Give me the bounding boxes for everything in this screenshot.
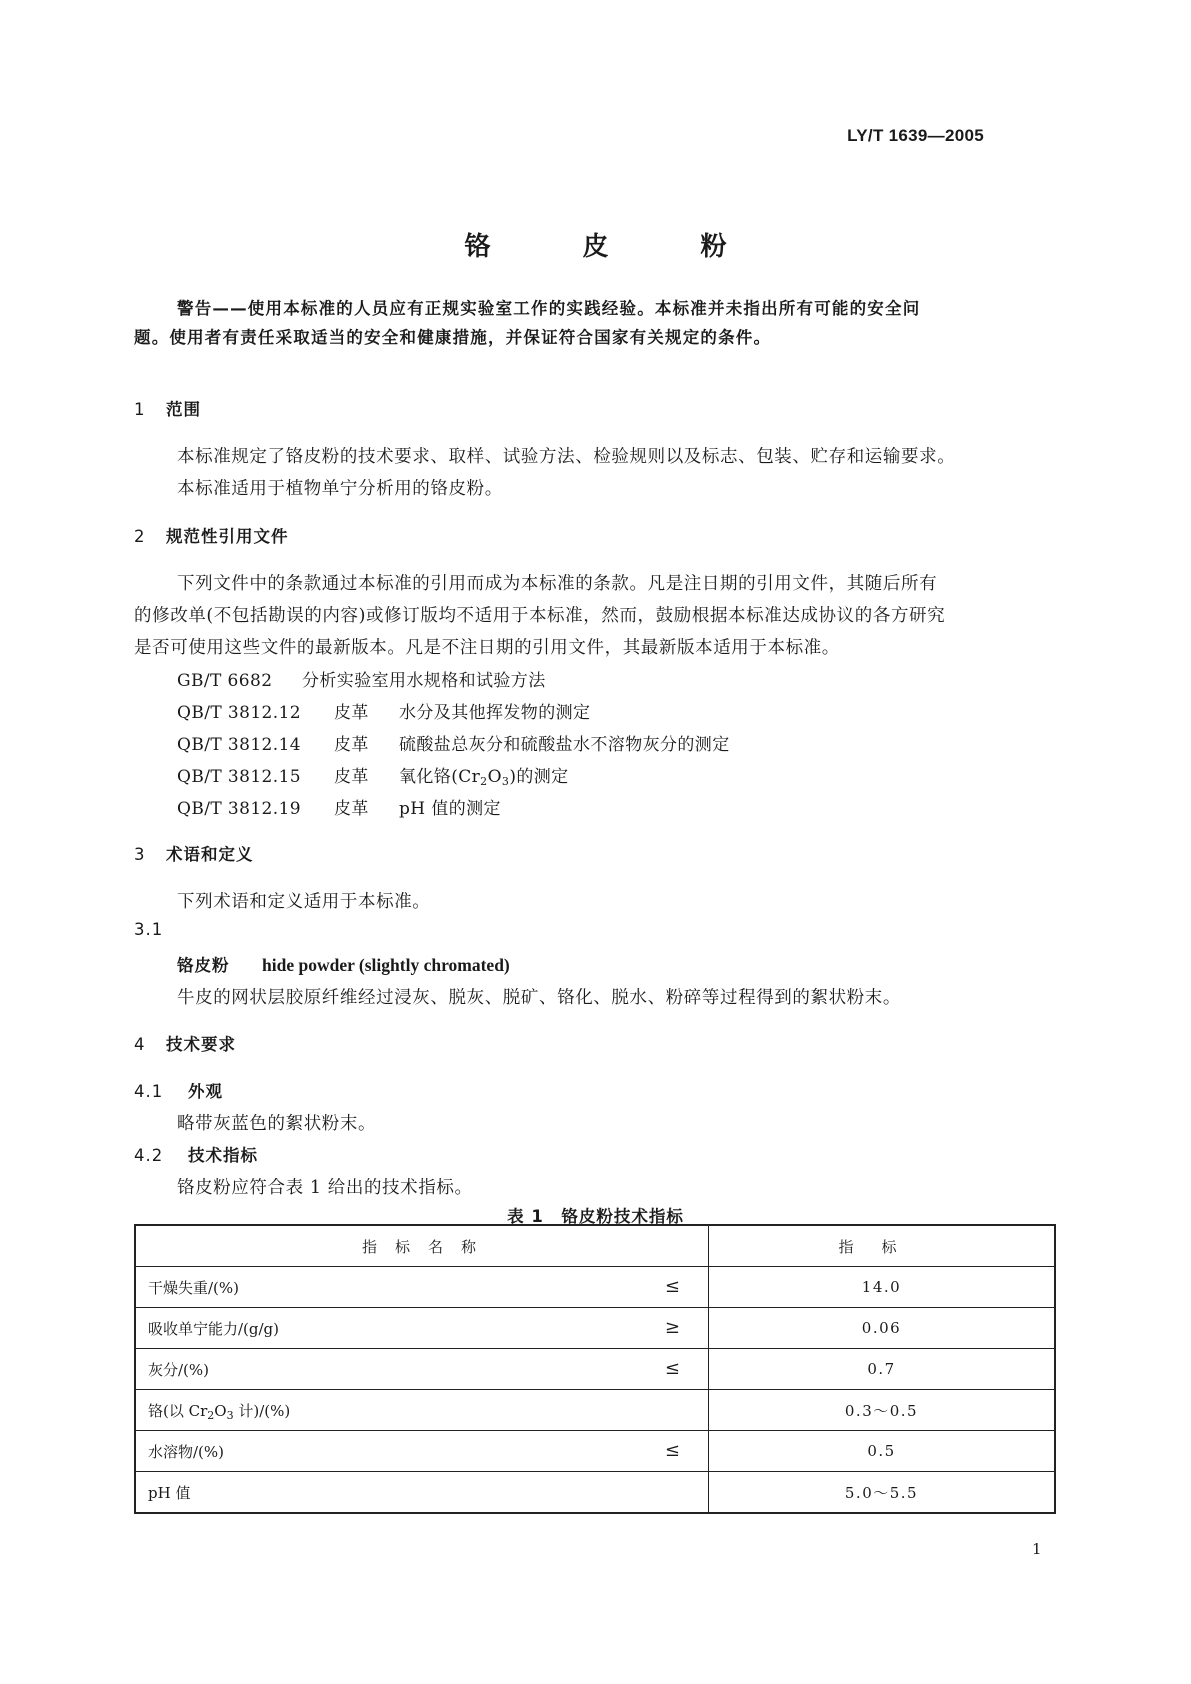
section-title: 技术要求 (166, 1035, 236, 1054)
spec-table (134, 1224, 1056, 1514)
section-4-heading (134, 1031, 236, 1055)
row-value: 5.0～5.5 (709, 1472, 1056, 1514)
reference-category: 皮革 (334, 767, 369, 787)
subsection-title: 外观 (188, 1082, 223, 1101)
section-title: 术语和定义 (166, 845, 254, 864)
section-title: 范围 (166, 400, 201, 419)
section-1-heading (134, 396, 201, 420)
references-intro-line-3: 是否可使用这些文件的最新版本。凡是不注日期的引用文件，其最新版本适用于本标准。 (134, 638, 840, 658)
term-chinese: 铬皮粉 (177, 956, 230, 975)
comparison-symbol: ≤ (664, 1440, 680, 1461)
row-value: 0.7 (709, 1349, 1056, 1390)
warning-line-1: 警告——使用本标准的人员应有正规实验室工作的实践经验。本标准并未指出所有可能的安全问 (177, 299, 921, 318)
section-2-heading (134, 523, 289, 547)
comparison-symbol: ≥ (664, 1317, 680, 1338)
reference-code: QB/T 3812.15 (177, 767, 301, 787)
row-name: 灰分/(%) ≤ (135, 1349, 709, 1390)
section-number: 2 (134, 527, 146, 546)
row-name: 吸收单宁能力/(g/g) ≥ (135, 1308, 709, 1349)
reference-code: QB/T 3812.19 (177, 799, 301, 819)
comparison-symbol: ≤ (664, 1358, 680, 1379)
standard-code: LY/T 1639—2005 (847, 126, 984, 145)
spec-intro-text: 铬皮粉应符合表 1 给出的技术指标。 (177, 1178, 473, 1198)
subsection-number: 4.2 (134, 1146, 164, 1165)
table-row (135, 1267, 1055, 1308)
document-title: 铬皮粉 (464, 232, 819, 262)
subsection-4-1-heading (134, 1078, 223, 1102)
references-intro-line-1: 下列文件中的条款通过本标准的引用而成为本标准的条款。凡是注日期的引用文件，其随后所有 (177, 574, 938, 594)
scope-paragraph-1: 本标准规定了铬皮粉的技术要求、取样、试验方法、检验规则以及标志、包装、贮存和运输要求。 (177, 447, 956, 467)
references-intro-line-2: 的修改单(不包括勘误的内容)或修订版均不适用于本标准，然而，鼓励根据本标准达成协议的各方研究 (134, 606, 946, 626)
section-3-heading (134, 841, 254, 865)
reference-description: 硫酸盐总灰分和硫酸盐水不溶物灰分的测定 (399, 735, 730, 755)
reference-description: 分析实验室用水规格和试验方法 (302, 671, 546, 691)
section-number: 1 (134, 400, 146, 419)
subsection-4-2-heading (134, 1142, 258, 1166)
table-row (135, 1472, 1055, 1514)
term-entry (177, 952, 510, 976)
term-definition: 牛皮的网状层胶原纤维经过浸灰、脱灰、脱矿、铬化、脱水、粉碎等过程得到的絮状粉末。 (177, 988, 901, 1008)
reference-category: 皮革 (334, 703, 369, 723)
table-row (135, 1431, 1055, 1472)
terms-intro: 下列术语和定义适用于本标准。 (177, 892, 431, 912)
reference-code: QB/T 3812.14 (177, 735, 301, 755)
subsection-number: 4.1 (134, 1082, 164, 1101)
reference-code: QB/T 3812.12 (177, 703, 301, 723)
reference-category: 皮革 (334, 735, 369, 755)
subsection-3-1-number: 3.1 (134, 920, 164, 939)
reference-item (177, 730, 730, 755)
reference-item (177, 794, 501, 819)
subsection-title: 技术指标 (188, 1146, 258, 1165)
row-value: 0.5 (709, 1431, 1056, 1472)
section-title: 规范性引用文件 (166, 527, 289, 546)
reference-description: 水分及其他挥发物的测定 (399, 703, 591, 723)
appearance-text: 略带灰蓝色的絮状粉末。 (177, 1114, 377, 1134)
term-english: hide powder (slightly chromated) (262, 955, 510, 975)
table-row (135, 1308, 1055, 1349)
table-row (135, 1390, 1055, 1431)
row-name: pH 值 (135, 1472, 709, 1514)
row-value: 0.3～0.5 (709, 1390, 1056, 1431)
reference-code: GB/T 6682 (177, 671, 273, 691)
row-name: 水溶物/(%) ≤ (135, 1431, 709, 1472)
section-number: 4 (134, 1035, 146, 1054)
warning-line-2: 题。使用者有责任采取适当的安全和健康措施，并保证符合国家有关规定的条件。 (134, 328, 772, 347)
header-value: 指标 (709, 1225, 1056, 1267)
reference-category: 皮革 (334, 799, 369, 819)
table-caption: 表 1 铬皮粉技术指标 (507, 1207, 684, 1226)
page-number: 1 (1032, 1540, 1042, 1558)
reference-description: pH 值的测定 (399, 799, 501, 819)
table-row (135, 1349, 1055, 1390)
reference-item (177, 762, 569, 787)
table-header-row (135, 1225, 1055, 1267)
reference-description: 氧化铬$(Cr_2O_3)$的测定 (399, 767, 569, 788)
row-value: 14.0 (709, 1267, 1056, 1308)
row-name: 铬(以 $Cr_2O_3$ 计)/(%) (135, 1390, 709, 1431)
reference-item (177, 666, 546, 691)
row-name: 干燥失重/(%) ≤ (135, 1267, 709, 1308)
reference-item (177, 698, 590, 723)
header-name: 指标名称 (135, 1225, 709, 1267)
scope-paragraph-2: 本标准适用于植物单宁分析用的铬皮粉。 (177, 479, 503, 499)
comparison-symbol: ≤ (664, 1276, 680, 1297)
section-number: 3 (134, 845, 146, 864)
row-value: 0.06 (709, 1308, 1056, 1349)
